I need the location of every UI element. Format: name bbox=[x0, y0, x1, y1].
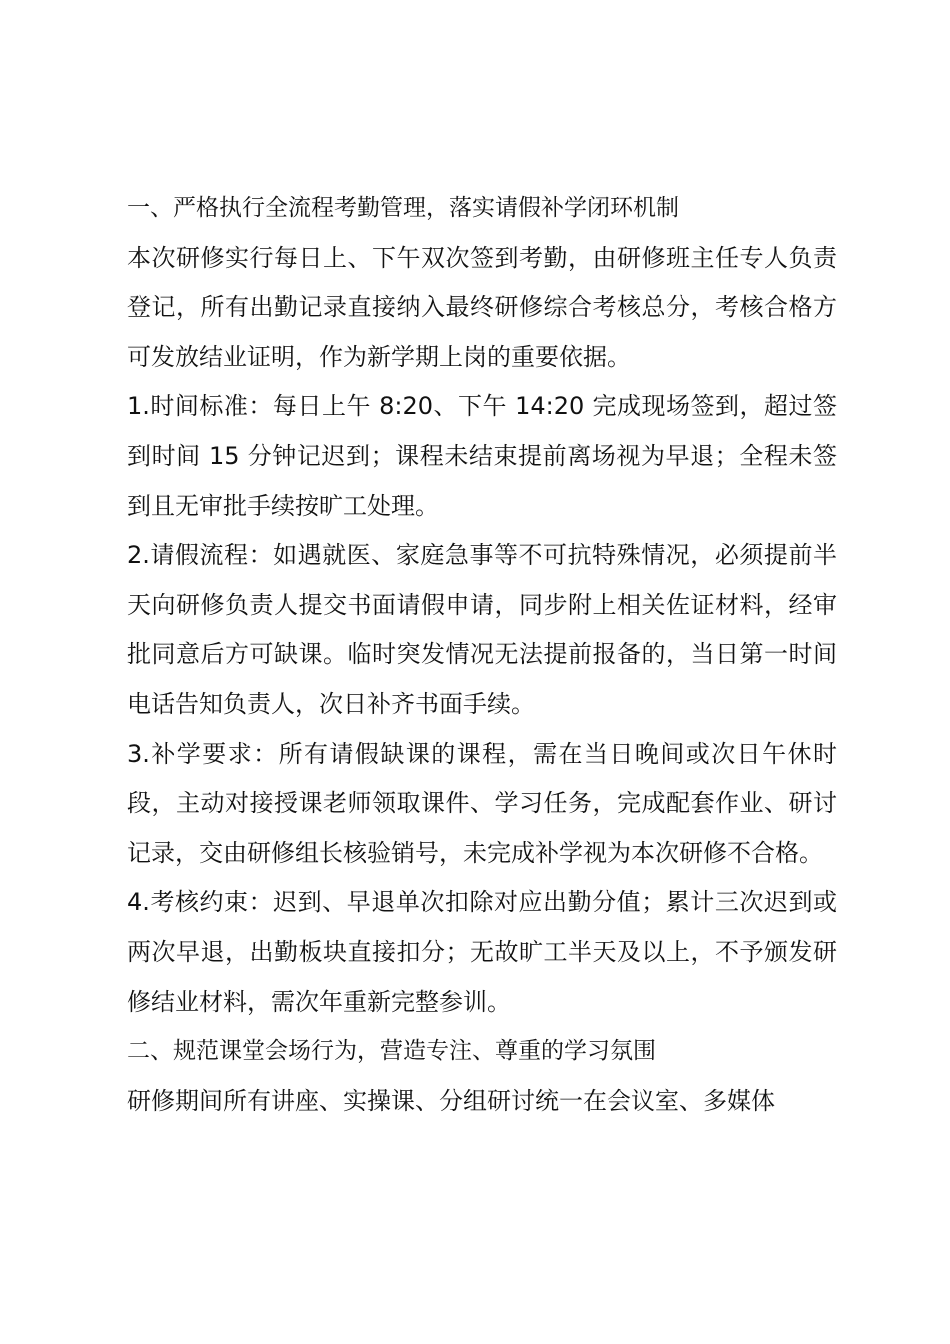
rule-2-leave-procedure: 2.请假流程：如遇就医、家庭急事等不可抗特殊情况，必须提前半天向研修负责人提交书面请假申请，同步附上相关佐证材料，经审批同意后方可缺课。临时突发情况无法提前报备的，当日第一时间电话告知负责人，次日补齐书面手续。 bbox=[127, 541, 837, 718]
section-1-intro-paragraph: 本次研修实行每日上、下午双次签到考勤，由研修班主任专人负责登记，所有出勤记录直接纳入最终研修综合考核总分，考核合格方可发放结业证明，作为新学期上岗的重要依据。 bbox=[127, 243, 837, 371]
section-2-intro-paragraph: 研修期间所有讲座、实操课、分组研讨统一在会议室、多媒体 bbox=[127, 1086, 775, 1115]
rule-1-time-standard: 1.时间标准：每日上午 8:20、下午 14:20 完成现场签到，超过签到时间 15 分钟记迟到；课程未结束提前离场视为早退；全程未签到且无审批手续按旷工处理。 bbox=[127, 392, 837, 520]
document-body bbox=[127, 184, 837, 1126]
section-heading-1: 一、严格执行全流程考勤管理，落实请假补学闭环机制 bbox=[127, 195, 679, 221]
section-heading-2: 二、规范课堂会场行为，营造专注、尊重的学习氛围 bbox=[127, 1038, 656, 1065]
rule-3-makeup-requirement: 3.补学要求：所有请假缺课的课程，需在当日晚间或次日午休时段，主动对接授课老师领取课件、学习任务，完成配套作业、研讨记录，交由研修组长核验销号，未完成补学视为本次研修不合格。 bbox=[127, 739, 837, 867]
rule-4-assessment-constraint: 4.考核约束：迟到、早退单次扣除对应出勤分值；累计三次迟到或两次早退，出勤板块直接扣分；无故旷工半天及以上，不予颁发研修结业材料，需次年重新完整参训。 bbox=[127, 888, 837, 1016]
